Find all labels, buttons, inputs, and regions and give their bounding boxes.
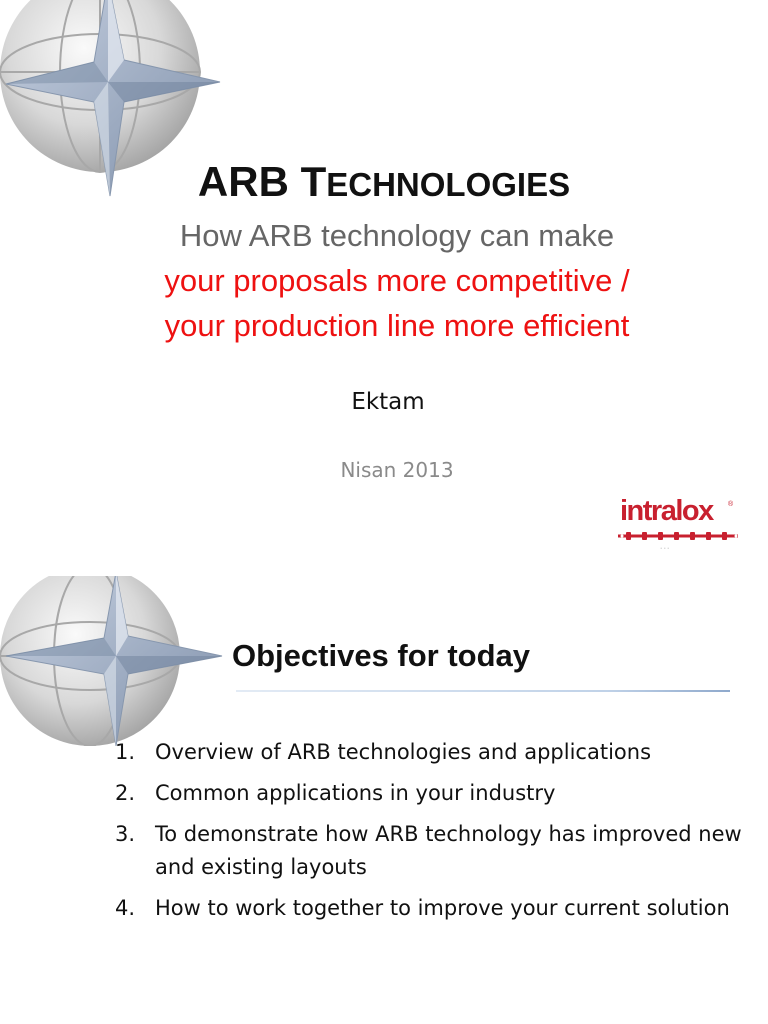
list-item — [115, 777, 755, 810]
logo-chain-icon — [618, 530, 740, 542]
list-number: 1. — [115, 740, 136, 764]
title-initial-1: ARB — [197, 158, 301, 205]
subtitle-red-line-1: your proposals more competitive / — [164, 263, 630, 298]
list-number: 3. — [115, 822, 136, 846]
title-underline — [236, 690, 730, 692]
list-number: 4. — [115, 896, 136, 920]
subtitle-red-line-2: your production line more efficient — [164, 308, 630, 343]
objectives-title: Objectives for today — [232, 638, 531, 673]
list-number: 2. — [115, 781, 136, 805]
title-rest: ECHNOLOGIES — [326, 166, 571, 203]
intralox-logo — [614, 495, 744, 565]
title-initial-2: T — [300, 158, 327, 205]
subtitle: How ARB technology can make — [179, 218, 615, 253]
objectives-list — [115, 736, 755, 933]
slide-title — [0, 158, 768, 206]
list-text: To demonstrate how ARB technology has improved new and existing layouts — [155, 822, 742, 879]
logo-registered-mark: ® — [728, 501, 734, 508]
list-text: Overview of ARB technologies and applications — [155, 740, 652, 764]
list-item — [115, 818, 755, 884]
objectives-slide — [0, 576, 768, 1024]
globe-compass-icon — [0, 576, 225, 746]
list-text: Common applications in your industry — [155, 781, 556, 805]
list-item — [115, 736, 755, 769]
logo-tagline: ... — [660, 541, 671, 551]
presenter-name: Ektam — [351, 389, 425, 415]
list-item — [115, 892, 755, 925]
presentation-date: Nisan 2013 — [340, 458, 454, 482]
logo-wordmark: intralox — [620, 495, 713, 527]
list-text: How to work together to improve your current solution — [155, 896, 730, 920]
